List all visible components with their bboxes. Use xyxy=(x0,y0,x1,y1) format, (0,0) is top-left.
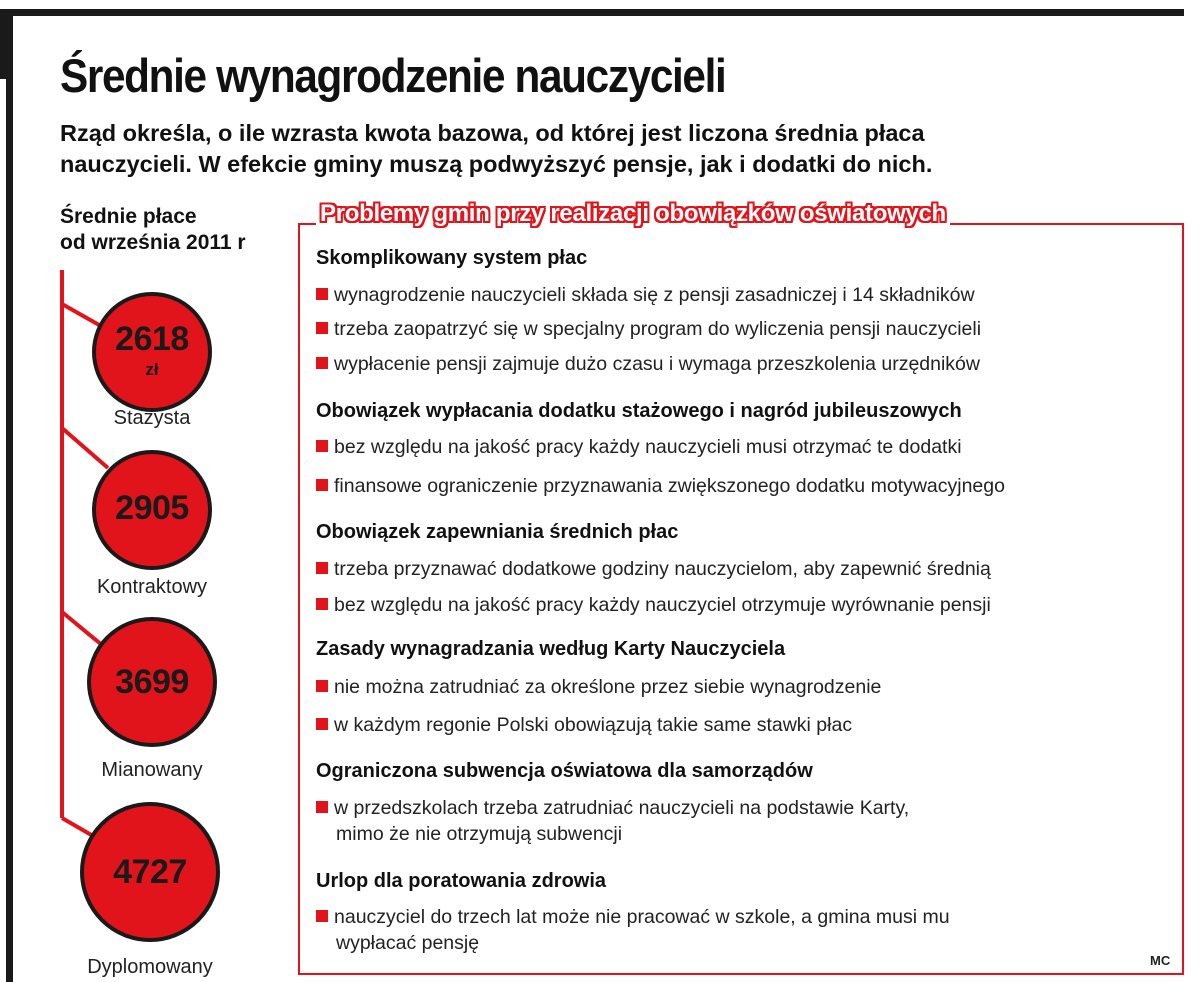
red-square-bullet-icon xyxy=(316,801,328,813)
section-title-srednie-place: Obowiązek zapewniania średnich płac xyxy=(316,521,679,543)
author-credit: MC xyxy=(1150,953,1171,968)
problems-box-title: Problemy gmin przy realizacji obowiązków oświatowych xyxy=(316,200,950,228)
red-square-bullet-icon xyxy=(316,718,328,730)
salary-label-kontraktowy: Kontraktowy xyxy=(96,576,208,598)
section-title-dodatek-stazowy: Obowiązek wypłacania dodatku stażowego i nagród jubileuszowych xyxy=(316,400,962,422)
red-square-bullet-icon xyxy=(316,598,328,610)
salary-label-dyplomowany: Dyplomowany xyxy=(87,956,213,978)
red-square-bullet-icon xyxy=(316,357,328,369)
bullet-item: nauczyciel do trzech lat może nie pracować w szkole, a gmina musi mu wypłacać pensję xyxy=(316,904,950,956)
red-square-bullet-icon xyxy=(316,562,328,574)
salary-label-mianowany: Mianowany xyxy=(101,759,203,781)
red-square-bullet-icon xyxy=(316,288,328,300)
timeline-connector-2 xyxy=(62,428,108,468)
bullet-item: nie można zatrudniać za określone przez siebie wynagrodzenie xyxy=(316,674,881,700)
salary-heading-line-2: od września 2011 r xyxy=(60,231,246,254)
intro-line-2: nauczycieli. W efekcie gminy muszą podwyższyć pensje, jak i dodatki do nich. xyxy=(60,151,933,177)
bullet-item: w przedszkolach trzeba zatrudniać nauczycieli na podstawie Karty, mimo że nie otrzymują subwencji xyxy=(316,795,909,847)
salary-label-stazysta: Stażysta xyxy=(113,407,191,429)
intro-line-1: Rząd określa, o ile wzrasta kwota bazowa, od której jest liczona średnia płaca xyxy=(60,120,925,146)
bullet-item: trzeba przyznawać dodatkowe godziny nauczycielom, aby zapewnić średnią xyxy=(316,556,991,582)
salary-value-mianowany: 3699 xyxy=(115,663,189,701)
red-square-bullet-icon xyxy=(316,680,328,692)
salary-unit: zł xyxy=(145,360,159,379)
page-title: Średnie wynagrodzenie nauczycieli xyxy=(60,49,726,102)
section-title-subwencja: Ograniczona subwencja oświatowa dla samorządów xyxy=(316,760,813,782)
section-title-skomplikowany-system: Skomplikowany system płac xyxy=(316,247,588,269)
salary-value-stazysta: 2618 xyxy=(115,320,189,358)
red-square-bullet-icon xyxy=(316,440,328,452)
red-square-bullet-icon xyxy=(316,910,328,922)
bullet-item: wynagrodzenie nauczycieli składa się z pensji zasadniczej i 14 składników xyxy=(316,282,975,308)
red-square-bullet-icon xyxy=(316,322,328,334)
bullet-item: finansowe ograniczenie przyznawania zwiększonego dodatku motywacyjnego xyxy=(316,473,1005,499)
bullet-item: bez względu na jakość pracy każdy nauczyciel otrzymuje wyrównanie pensji xyxy=(316,592,991,618)
salary-value-dyplomowany: 4727 xyxy=(113,853,187,891)
bullet-item: wypłacenie pensji zajmuje dużo czasu i wymaga przeszkolenia urzędników xyxy=(316,351,980,377)
bullet-item: bez względu na jakość pracy każdy nauczycieli musi otrzymać te dodatki xyxy=(316,434,962,460)
salary-heading-line-1: Średnie płace xyxy=(60,205,197,228)
section-title-karta-nauczyciela: Zasady wynagradzania według Karty Nauczyciela xyxy=(316,638,786,660)
bullet-item: trzeba zaopatrzyć się w specjalny program do wyliczenia pensji nauczycieli xyxy=(316,316,981,342)
red-square-bullet-icon xyxy=(316,479,328,491)
bullet-item: w każdym regonie Polski obowiązują takie same stawki płac xyxy=(316,712,852,738)
salary-value-kontraktowy: 2905 xyxy=(115,489,189,527)
section-title-urlop: Urlop dla poratowania zdrowia xyxy=(316,870,607,892)
